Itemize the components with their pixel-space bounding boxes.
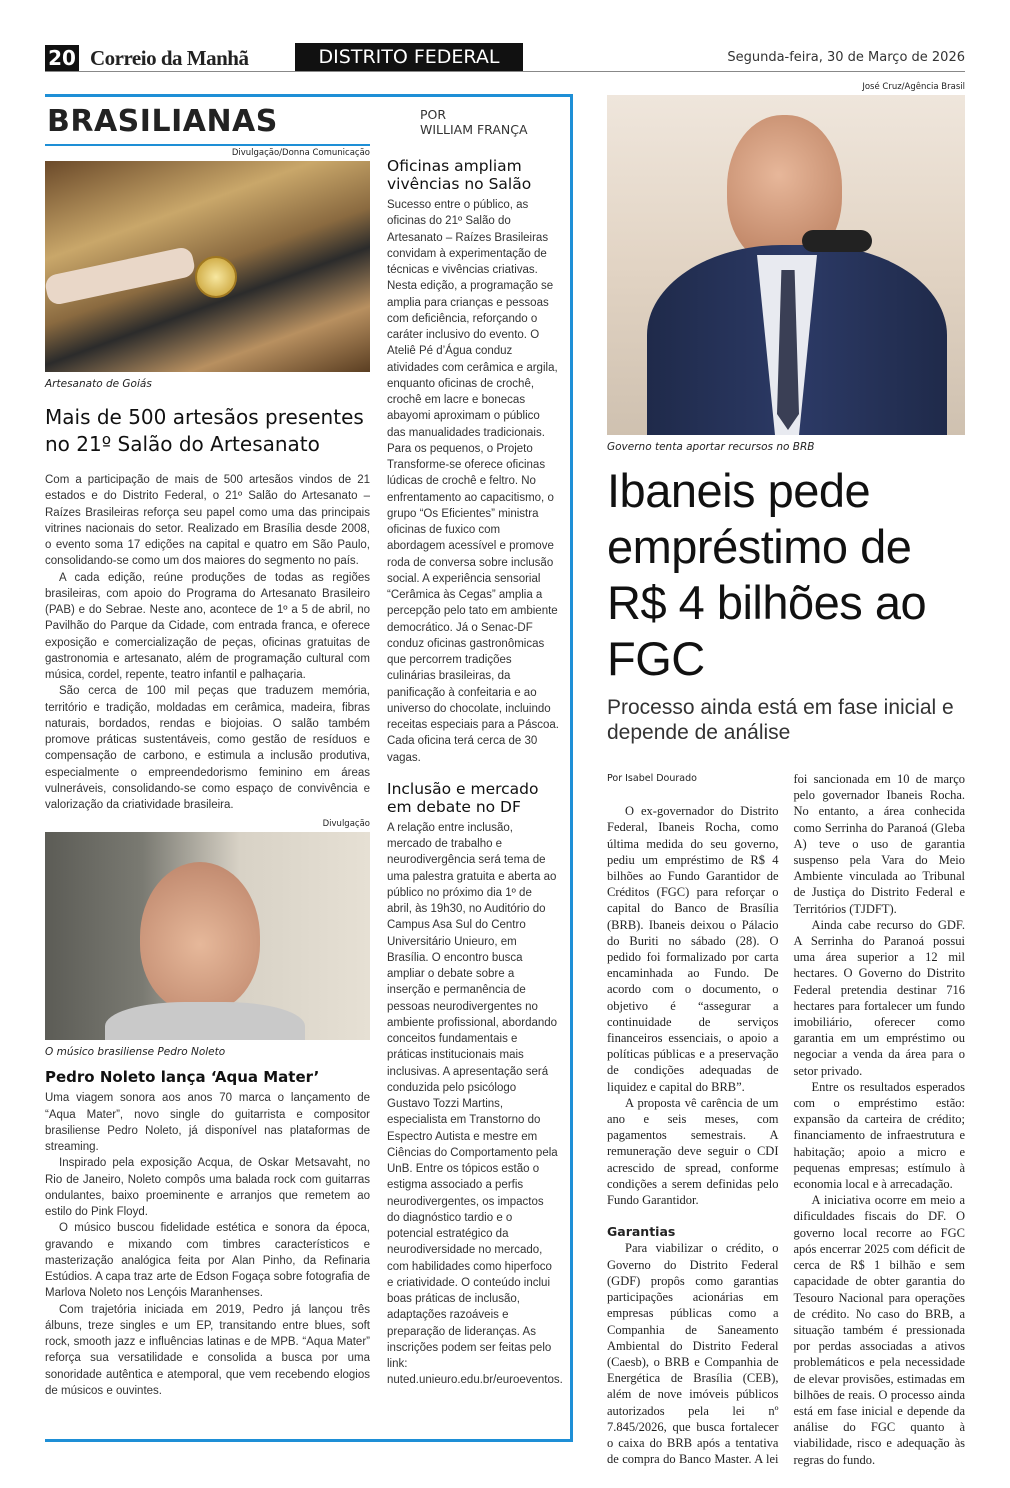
- paragraph: São cerca de 100 mil peças que traduzem memória, território e tradição, moldadas em cerâmica, madeira, fibras naturais, bordados, rendas e biojoias. O salão também promove práticas sustentáveis, como gestão de resíduos e compensação de carbono, e estimula a inclusão produtiva, especialmente o empreendedorismo feminino em áreas vulneráveis, consolidando-se como espaço de convivência e valorização da criatividade brasileira.: [45, 685, 370, 811]
- newspaper-logo: Correio da Manhã: [90, 46, 249, 70]
- issue-date: Segunda-feira, 30 de Março de 2026: [727, 50, 965, 65]
- article-body: [387, 197, 559, 766]
- photo-caption: Artesanato de Goiás: [45, 378, 152, 390]
- left-column: [45, 148, 370, 1399]
- paragraph: A cada edição, reúne produções de todas as regiões brasileiras, com apoio do Programa do Artesanato Brasileiro (PAB) e do Sebrae. Neste ano, acontece de 1º a 5 de abril, no Pavilhão do Parque da Cidade, com entrada franca, e oferece exposição e comercialização de peças, oficinas gratuitas de gastronomia e artesanato, além de programação cultural com música, cordel, repente, teatro infantil e palhaçaria.: [45, 571, 370, 681]
- article-body: [45, 1090, 370, 1399]
- paragraph: A proposta vê carência de um ano e seis meses, com pagamentos semestrais. A remuneração deve seguir o CDI acrescido de spread, conforme condições a serem definidas pelo Fundo Garantidor.: [607, 1095, 779, 1208]
- section-title: DISTRITO FEDERAL: [295, 43, 523, 71]
- paragraph: Sucesso entre o público, as oficinas do 21º Salão do Artesanato – Raízes Brasileiras convidam à experimentação de técnicas e vivências criativas. Nesta edição, a programação se amplia para crianças e pessoas com deficiência, reforçando o caráter inclusivo do evento. O Ateliê Pé d’Água conduz atividades com cerâmica e argila, enquanto oficinas de crochê, crochê em lacre e bonecas abayomi aproximam o público das manualidades tradicionais. Para os pequenos, o Projeto Transforme-se oferece oficinas lúdicas de crochê e feltro. No enfrentamento ao capacitismo, o grupo “Os Eficientes” ministra oficinas de fuxico com abordagem acessível e promove roda de conversa sobre inclusão social. A experiência sensorial “Cerâmica às Cegas” amplia a percepção pelo tato em ambiente democrático. Já o Senac-DF conduz oficinas gastronômicas que percorrem tradições culinárias brasileiras, da panificação à confeitaria e ao universo do chocolate, incluindo receitas especiais para a Páscoa. Cada oficina terá cerca de 30 vagas.: [387, 199, 559, 764]
- header-divider: [45, 71, 965, 72]
- column-byline: [420, 107, 528, 137]
- main-article-body: [607, 771, 965, 1468]
- paragraph: O músico buscou fidelidade estética e sonora da época, gravando e mixando com timbres característicos e masterização analógica feita por Alan Pinho, da Refinaria Estúdios. A capa traz arte de Edson Fogaça sobre fotografia de Marlova Noleto nos Lençóis Maranhenses.: [45, 1222, 370, 1300]
- face-shape: [140, 862, 260, 1012]
- right-column: [607, 82, 965, 1468]
- article-body: [387, 820, 563, 1389]
- photo-caption: O músico brasiliense Pedro Noleto: [45, 1046, 226, 1059]
- paragraph: A iniciativa ocorre em meio a dificuldades fiscais do DF. O governo local recorre ao FGC após encerrar 2025 com déficit de cerca de R$ 1 bilhão e sem capacidade de obter garantia do Tesouro Nacional para operações de crédito. No caso do BRB, a situação também é pressionada por perdas associadas a ativos problemáticos e pela necessidade de elevar provisões, estimadas em bilhões de reais. O processo ainda está em fase inicial e depende da análise do FGC quanto à viabilidade, risco e adequação às regras do fundo.: [793, 1193, 965, 1467]
- paragraph: O ex-governador do Distrito Federal, Ibaneis Rocha, como última medida do seu governo, pediu um empréstimo de R$ 4 bilhões ao Fundo Garantidor de Créditos (FGC) para reforçar o capital do Banco de Brasília (BRB). Ibaneis deixou o Pálacio do Buriti no sábado (28). O pedido foi formalizado por carta encaminhada ao Fundo. De acordo com o documento, o objetivo é “assegurar a continuidade de serviços financeiros essenciais, o apoio a políticas públicas e a preservação de condições adequadas de liquidez e capital do BRB”.: [607, 804, 779, 1094]
- page-number: 20: [45, 45, 79, 71]
- article-byline: Por Isabel Dourado: [607, 773, 697, 784]
- paragraph: A relação entre inclusão, mercado de trabalho e neurodivergência será tema de uma palestra gratuita e aberta ao público no próximo dia 1º de abril, às 19h30, no Auditório do Campus Asa Sul do Centro Universitário Unieuro, em Brasília. O encontro busca ampliar o debate sobre a inserção e permanência de pessoas neurodivergentes no ambiente profissional, abordando conceitos fundamentais e práticas institucionais mais inclusivas. A apresentação será conduzida pelo psicólogo Gustavo Tozzi Martins, especialista em Transtorno do Espectro Autista e mestre em Ciências do Comportamento pela UnB. Entre os tópicos estão o estigma associado a perfis neurodivergentes, os impactos do diagnóstico tardio e o potencial estratégico da neurodiversidade no mercado, com habilidades como hiperfoco e criatividade. O conteúdo inclui boas práticas de inclusão, adaptações razoáveis e preparação de lideranças. As inscrições podem ser feitas pelo link: nuted.unieuro.edu.br/euroeventos.: [387, 821, 563, 1387]
- hand-shape: [45, 246, 196, 307]
- microphone-icon: [802, 230, 872, 252]
- byline-name: WILLIAM FRANÇA: [420, 122, 528, 137]
- byline-prefix: POR: [420, 107, 447, 122]
- crafts-photo: [45, 161, 370, 372]
- subhead: Garantias: [607, 1224, 676, 1240]
- governor-photo: [607, 95, 965, 435]
- column-divider: [45, 144, 370, 146]
- paragraph: Com a participação de mais de 500 artesãos vindos de 21 estados e do Distrito Federal, o 21º Salão do Artesanato – Raízes Brasileiras reforça seu papel como uma das principais vitrines nacionais do setor. Realizado em Brasília desde 2008, o evento soma 17 edições na capital e quatro em São Paulo, consolidando-se como um dos maiores do segmento no país.: [45, 474, 370, 568]
- photo-credit: Divulgação/Donna Comunicação: [231, 148, 370, 158]
- paragraph: Uma viagem sonora aos anos 70 marca o lançamento de “Aqua Mater”, novo single do guitarrista e compositor brasiliense Pedro Noleto, já disponível nas plataformas de streaming.: [45, 1092, 370, 1153]
- main-headline: Ibaneis pede empréstimo de R$ 4 bilhões ao FGC: [607, 464, 927, 685]
- paragraph: Ainda cabe recurso do GDF. A Serrinha do Paranoá possui uma área superior a 12 mil hectares. O Governo do Distrito Federal pretendia destinar 716 hectares para fortalecer um fundo imobiliário, oferecer como garantia em um empréstimo ou negociar a venda da área para o setor privado.: [793, 917, 965, 1078]
- middle-column: [387, 157, 563, 1389]
- musician-photo: [45, 832, 370, 1040]
- paragraph: Entre os resultados esperados com o empréstimo estão: expansão da carteira de crédito; financiamento de infraestrutura e habitação; apoio a micro e pequenas empresas; estímulo à economia local e à arrecadação.: [793, 1079, 965, 1192]
- article-headline: Oficinas ampliam vivências no Salão: [387, 157, 532, 193]
- article-headline: Mais de 500 artesãos presentes no 21º Salão do Artesanato: [45, 405, 364, 456]
- photo-credit: Divulgação: [322, 819, 370, 830]
- ornament-shape: [195, 256, 237, 298]
- article-headline: Inclusão e mercado em debate no DF: [387, 779, 539, 816]
- paragraph: Para viabilizar o crédito, o Governo do Distrito Federal (GDF) propôs como garantias participações acionárias em empresas públicas como a Companhia de Saneamento Ambiental do Distrito Federal (Caesb), o BRB e Companhia de Energética de Brasília (CEB), além de nove imóveis públicos autorizados pela lei nº 7.845/2026, que busca fortalecer o caixa do BRB após a tentativa de compra do Banco Master. A lei foi sancionada em 10 de março pelo governador Ibaneis Rocha. No entanto, a área conhecida como Serrinha do Paranoá (Gleba A) teve o uso de garantia suspenso pela Vara do Meio Ambiente vinculada ao Tribunal de Justiça do Distrito Federal e Territórios (TJDFT).: [607, 772, 965, 1467]
- subheadline: Processo ainda está em fase inicial e depende de análise: [607, 696, 954, 744]
- paragraph: Inspirado pela exposição Acqua, de Oskar Metsavaht, no Rio de Janeiro, Noleto compôs uma balada rock com guitarras ondulantes, baixo proeminente e arranjos que remetem ao estilo do Pink Floyd.: [45, 1157, 370, 1218]
- photo-caption: Governo tenta aportar recursos no BRB: [607, 441, 815, 453]
- paragraph: Com trajetória iniciada em 2019, Pedro já lançou três álbuns, treze singles e um EP, transitando entre blues, soft rock, smooth jazz e influências latinas e de MPB. “Aqua Mater” reforça sua versatilidade e consolida a busca por uma sonoridade autêntica e atemporal, que vem recebendo elogios de músicos e ouvintes.: [45, 1303, 370, 1397]
- article-headline: Pedro Noleto lança ‘Aqua Mater’: [45, 1068, 320, 1087]
- photo-credit: José Cruz/Agência Brasil: [862, 82, 965, 92]
- column-title: BRASILIANAS: [47, 104, 278, 139]
- article-body: [45, 472, 370, 813]
- shirt-shape: [105, 1002, 305, 1040]
